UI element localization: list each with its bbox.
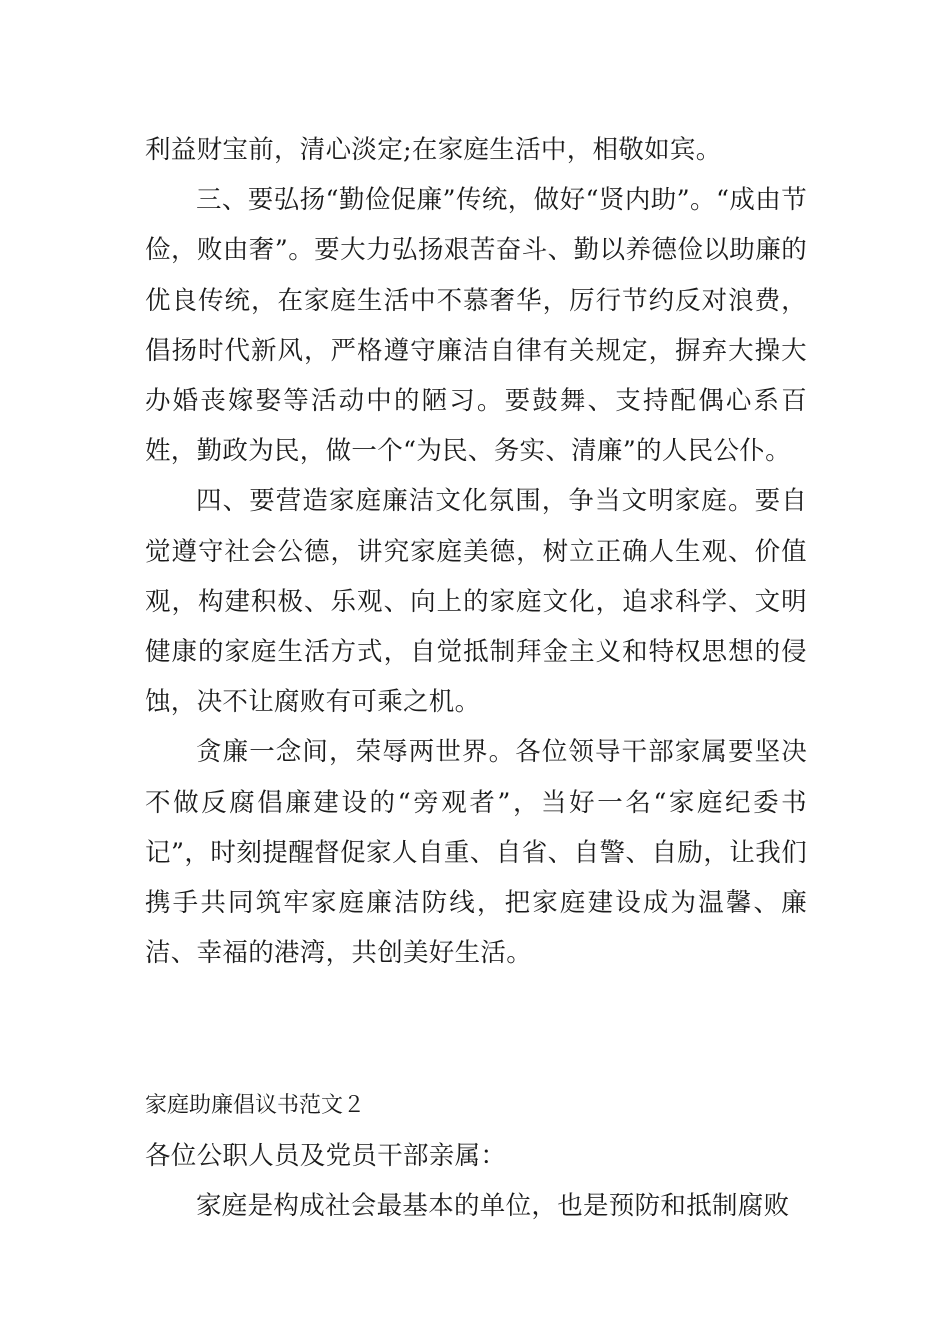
paragraph-conclusion: 贪廉一念间，荣辱两世界。各位领导干部家属要坚决不做反腐倡廉建设的“旁观者”，当好一名“家庭纪委书记”，时刻提醒督促家人自重、自省、自警、自励，让我们携手共同筑牢家庭廉洁防线，把家庭建设成为温馨、廉洁、幸福的港湾，共创美好生活。 xyxy=(145,737,807,969)
section-title: 家庭助廉倡议书范文２ xyxy=(145,1093,366,1118)
salutation: 各位公职人员及党员干部亲属： xyxy=(145,1141,507,1172)
paragraph-intro: 家庭是构成社会最基本的单位，也是预防和抵制腐败 xyxy=(196,1191,790,1222)
paragraph-point-four: 四、要营造家庭廉洁文化氛围，争当文明家庭。要自觉遵守社会公德，讲究家庭美德，树立正确人生观、价值观，构建积极、乐观、向上的家庭文化，追求科学、文明健康的家庭生活方式，自觉抵制拜金主义和特权思想的侵蚀，决不让腐败有可乘之机。 xyxy=(145,486,807,718)
section-two xyxy=(145,1081,807,1232)
document-body xyxy=(145,125,807,978)
paragraph-point-three: 三、要弘扬“勤俭促廉”传统，做好“贤内助”。“成由节俭，败由奢”。要大力弘扬艰苦奋斗、勤以养德俭以助廉的优良传统，在家庭生活中不慕奢华，厉行节约反对浪费，倡扬时代新风，严格遵守廉洁自律有关规定，摒弃大操大办婚丧嫁娶等活动中的陋习。要鼓舞、支持配偶心系百姓，勤政为民，做一个“为民、务实、清廉”的人民公仆。 xyxy=(145,185,807,467)
paragraph-continuation: 利益财宝前，清心淡定;在家庭生活中，相敬如宾。 xyxy=(145,135,722,165)
